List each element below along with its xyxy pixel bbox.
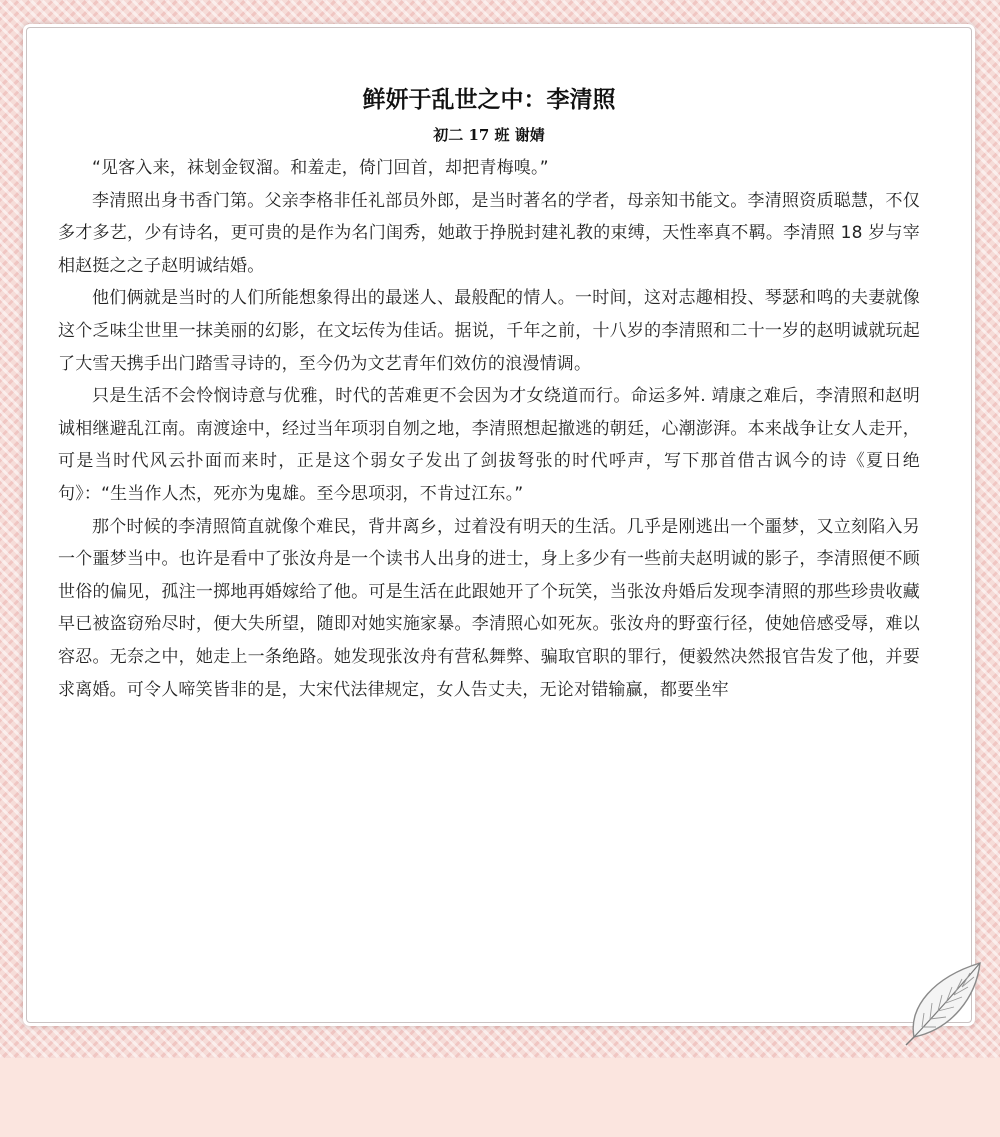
article-byline: 初二 17 班 谢婧: [433, 126, 545, 144]
article: [58, 80, 920, 706]
paragraph-family: 李清照出身书香门第。父亲李格非任礼部员外郎，是当时著名的学者，母亲知书能文。李清照资质聪慧，不仅多才多艺，少有诗名，更可贵的是作为名门闺秀，她敢于挣脱封建礼教的束缚，天性率真不羁。李清照 18 岁与宰相赵挺之之子赵明诚结婚。: [58, 190, 920, 276]
leaf-icon: [900, 955, 992, 1047]
article-title: 鲜妍于乱世之中：李清照: [362, 87, 616, 113]
paragraph-couple: 他们俩就是当时的人们所能想象得出的最迷人、最般配的情人。一时间，这对志趣相投、琴瑟和鸣的夫妻就像这个乏味尘世里一抹美丽的幻影，在文坛传为佳话。据说，千年之前，十八岁的李清照和二十一岁的赵明诚就玩起了大雪天携手出门踏雪寻诗的，至今仍为文艺青年们效仿的浪漫情调。: [58, 288, 920, 374]
paragraph-war: 只是生活不会怜悯诗意与优雅，时代的苦难更不会因为才女绕道而行。命运多舛. 靖康之难后，李清照和赵明诚相继避乱江南。南渡途中，经过当年项羽自刎之地，李清照想起撤逃的朝廷，心潮澎湃。本来战争让女人走开，可是当时代风云扑面而来时，正是这个弱女子发出了剑拔弩张的时代呼声，写下那首借古讽今的诗《夏日绝句》：“生当作人杰，死亦为鬼雄。至今思项羽，不肯过江东。”: [58, 386, 920, 504]
paragraph-poem: “见客入来，袜刬金钗溜。和羞走，倚门回首，却把青梅嗅。”: [92, 158, 549, 178]
paragraph-remarriage: 那个时候的李清照简直就像个难民，背井离乡，过着没有明天的生活。几乎是刚逃出一个噩梦，又立刻陷入另一个噩梦当中。也许是看中了张汝舟是一个读书人出身的进士，身上多少有一些前夫赵明诚的影子，李清照便不顾世俗的偏见，孤注一掷地再婚嫁给了他。可是生活在此跟她开了个玩笑，当张汝舟婚后发现李清照的那些珍贵收藏早已被盗窃殆尽时，便大失所望，随即对她实施家暴。李清照心如死灰。张汝舟的野蛮行径，使她倍感受辱，难以容忍。无奈之中，她走上一条绝路。她发现张汝舟有营私舞弊、骗取官职的罪行，便毅然决然报官告发了他，并要求离婚。可令人啼笑皆非的是，大宋代法律规定，女人告丈夫，无论对错输赢，都要坐牢: [58, 516, 920, 700]
page-bottom-band: [0, 1058, 1000, 1137]
article-body: [58, 152, 920, 706]
